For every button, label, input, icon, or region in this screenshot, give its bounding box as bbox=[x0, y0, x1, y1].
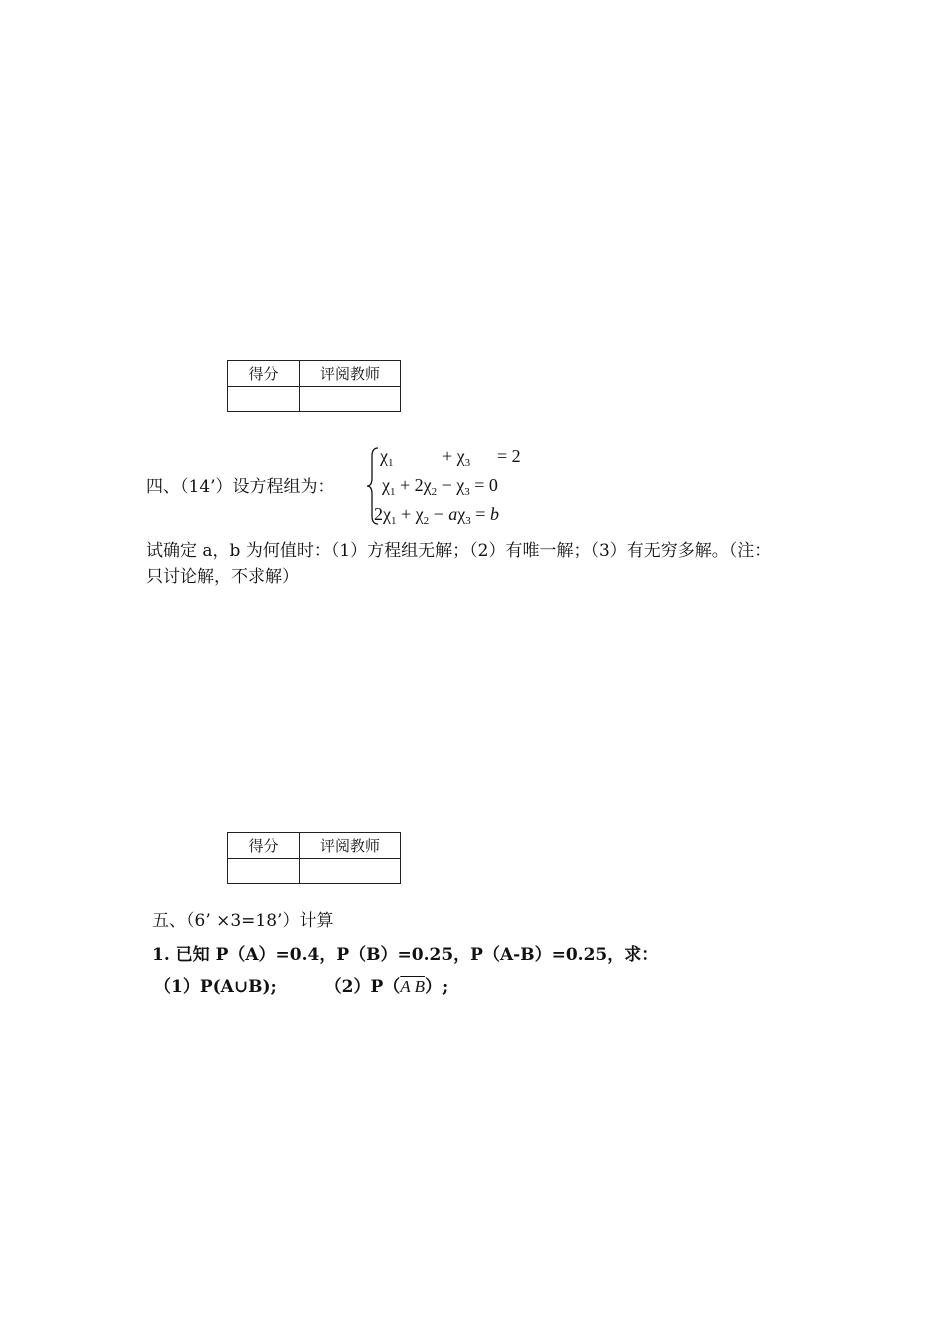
grader-header: 评阅教师 bbox=[300, 361, 401, 387]
score-cell[interactable] bbox=[228, 859, 300, 884]
equation-1-term: + $\chi_3$ bbox=[442, 446, 471, 469]
q4-line-2: 只讨论解，不求解） bbox=[146, 567, 299, 587]
q4-line-1: 试确定 a，b 为何值时：（1）方程组无解；（2）有唯一解；（3）有无穷多解。（注： bbox=[146, 541, 772, 561]
equation-1-rhs: = 2 bbox=[497, 446, 521, 466]
equation-1: $\chi_1$ bbox=[380, 446, 394, 469]
equation-2: $\chi_1 + 2\chi_2 - \chi_3 = 0$ bbox=[382, 475, 498, 498]
score-table-2 bbox=[227, 832, 401, 884]
q5-problem-1: 1. 已知 P（A）=0.4，P（B）=0.25，P（A-B）=0.25，求： bbox=[152, 945, 659, 965]
q5-problem-1-parts: （1）P(A∪B); （2）P（A B）; bbox=[154, 977, 449, 997]
q4-intro: 四、（14’）设方程组为： bbox=[146, 477, 335, 497]
score-cell[interactable] bbox=[228, 387, 300, 412]
grader-cell[interactable] bbox=[300, 859, 401, 884]
grader-header: 评阅教师 bbox=[300, 833, 401, 859]
score-header: 得分 bbox=[228, 361, 300, 387]
q5-title: 五、（6’ ×3=18’）计算 bbox=[152, 911, 334, 931]
score-header: 得分 bbox=[228, 833, 300, 859]
score-table-1 bbox=[227, 360, 401, 412]
grader-cell[interactable] bbox=[300, 387, 401, 412]
equation-3: $2\chi_1 + \chi_2 - a\chi_3 = b$ bbox=[374, 504, 499, 527]
